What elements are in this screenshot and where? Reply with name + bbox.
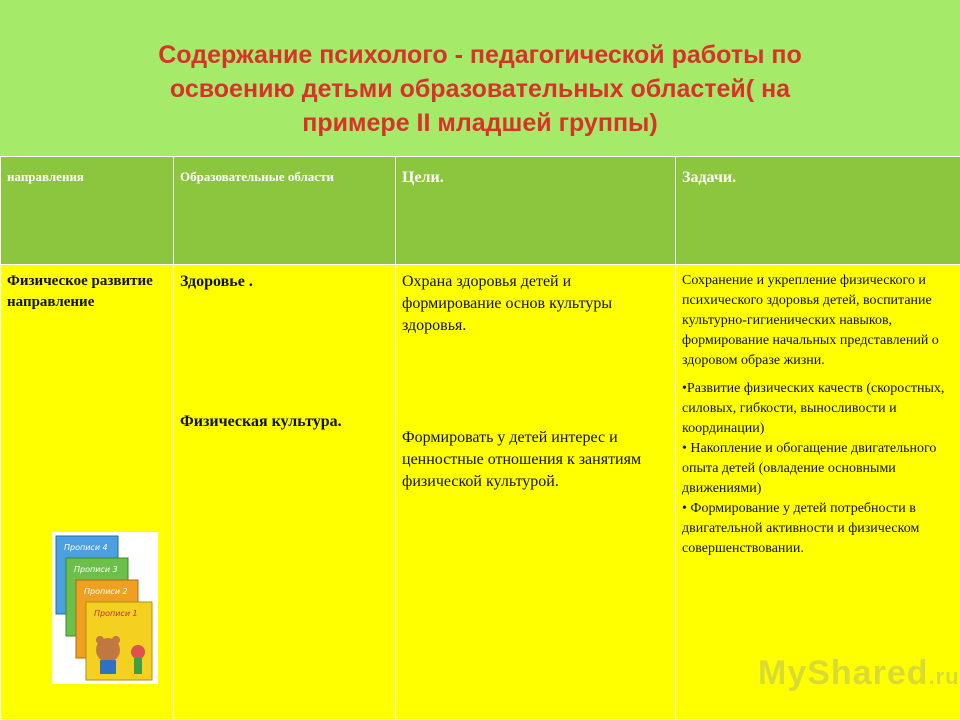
title-line-1: Содержание психолого - педагогической работы по — [158, 41, 802, 69]
watermark-main: MyShared — [758, 654, 929, 692]
watermark-suffix: .ru — [928, 664, 960, 689]
workbook-label: Прописи 1 — [94, 609, 138, 618]
task-item: Сохранение и укрепление физического и психического здоровья детей, воспитание культурно-гигиенических навыков, формирование начальных представлений о здоровом образе жизни. — [682, 273, 939, 368]
workbook-label: Прописи 4 — [64, 543, 108, 552]
header-directions: направления — [1, 157, 174, 265]
page-title — [0, 38, 960, 140]
task-item: • Формирование у детей потребности в двигательной активности и физическом совершенствовании. — [682, 501, 920, 556]
workbook-label: Прописи 3 — [74, 565, 118, 574]
cell-tasks — [676, 265, 960, 720]
table-header-row — [1, 157, 960, 265]
watermark-logo — [758, 654, 960, 693]
cell-areas — [174, 265, 396, 720]
title-line-3: примере II младшей группы) — [302, 109, 658, 137]
goal-health: Охрана здоровья детей и формирование основ культуры здоровья. — [402, 273, 613, 334]
task-item: • Накопление и обогащение двигательного опыта детей (овладение основными движениями) — [682, 441, 937, 496]
header-areas: Образовательные области — [174, 157, 396, 265]
workbooks-image — [52, 532, 158, 684]
cell-goals — [396, 265, 676, 720]
direction-text: Физическое развитие направление — [7, 273, 153, 310]
area-health: Здоровье . — [180, 273, 253, 290]
title-line-2: освоению детьми образовательных областей( на — [169, 75, 791, 103]
header-goals: Цели. — [396, 157, 676, 265]
header-tasks: Задачи. — [676, 157, 960, 265]
workbook-cover-1 — [86, 602, 152, 680]
goal-physical-culture: Формировать у детей интерес и ценностные отношения к занятиям физической культурой. — [402, 429, 642, 490]
workbook-label: Прописи 2 — [84, 587, 128, 596]
area-physical-culture: Физическая культура. — [180, 413, 342, 430]
task-item: •Развитие физических качеств (скоростных, силовых, гибкости, выносливости и координации) — [682, 381, 945, 436]
